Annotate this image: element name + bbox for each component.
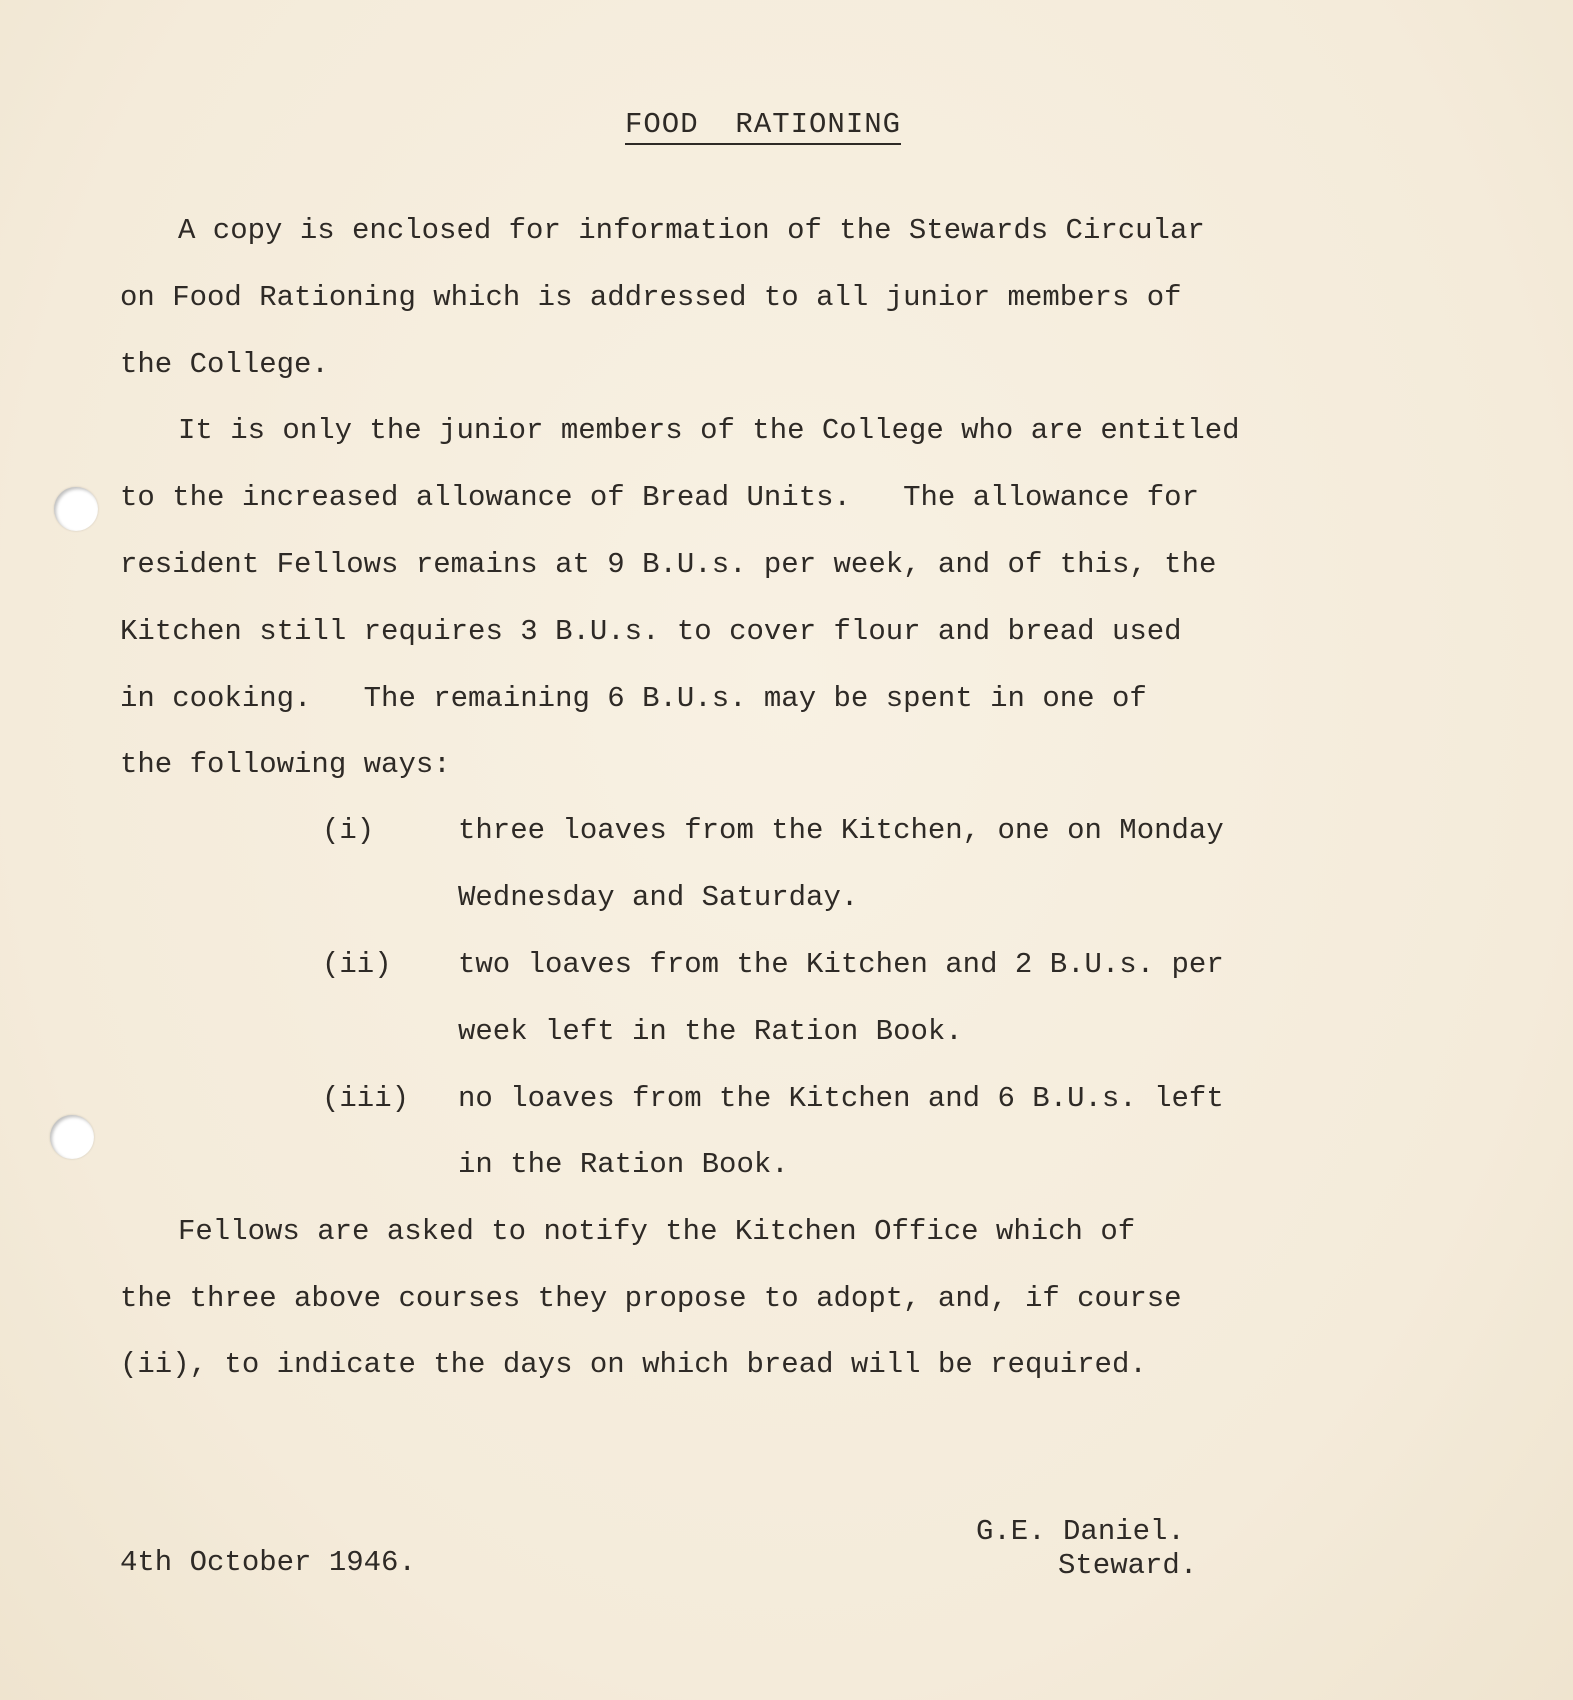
option-3-line-1: no loaves from the Kitchen and 6 B.U.s. left <box>458 1082 1224 1115</box>
document-date: 4th October 1946. <box>120 1546 416 1579</box>
paragraph-2-line-6: the following ways: <box>120 748 451 781</box>
paragraph-2-line-5: in cooking. The remaining 6 B.U.s. may be spent in one of <box>120 682 1147 715</box>
option-1-line-1: three loaves from the Kitchen, one on Monday <box>458 814 1224 847</box>
paragraph-1-line-3: the College. <box>120 348 329 381</box>
paragraph-1-line-2: on Food Rationing which is addressed to all junior members of <box>120 281 1182 314</box>
option-1-line-2: Wednesday and Saturday. <box>458 881 859 914</box>
paragraph-3-line-3: (ii), to indicate the days on which bread will be required. <box>120 1348 1147 1381</box>
punch-hole-bottom <box>50 1115 94 1159</box>
paragraph-2-line-1: It is only the junior members of the College who are entitled <box>178 414 1240 447</box>
option-2-line-2: week left in the Ration Book. <box>458 1015 963 1048</box>
paragraph-3-line-1: Fellows are asked to notify the Kitchen Office which of <box>178 1215 1136 1248</box>
punch-hole-top <box>54 487 98 531</box>
option-3-line-2: in the Ration Book. <box>458 1148 789 1181</box>
option-2-label: (ii) <box>322 948 392 981</box>
option-2-line-1: two loaves from the Kitchen and 2 B.U.s. per <box>458 948 1224 981</box>
paragraph-2-line-4: Kitchen still requires 3 B.U.s. to cover flour and bread used <box>120 615 1182 648</box>
paragraph-3-line-2: the three above courses they propose to adopt, and, if course <box>120 1282 1182 1315</box>
paragraph-1-line-1: A copy is enclosed for information of the Stewards Circular <box>178 214 1205 247</box>
option-1-label: (i) <box>322 814 375 847</box>
option-3-label: (iii) <box>322 1082 410 1115</box>
paragraph-2-line-3: resident Fellows remains at 9 B.U.s. per week, and of this, the <box>120 548 1217 581</box>
signature-name: G.E. Daniel. <box>976 1515 1185 1548</box>
document-title: FOOD RATIONING <box>625 108 901 145</box>
signature-title: Steward. <box>1058 1549 1198 1582</box>
paragraph-2-line-2: to the increased allowance of Bread Units. The allowance for <box>120 481 1199 514</box>
